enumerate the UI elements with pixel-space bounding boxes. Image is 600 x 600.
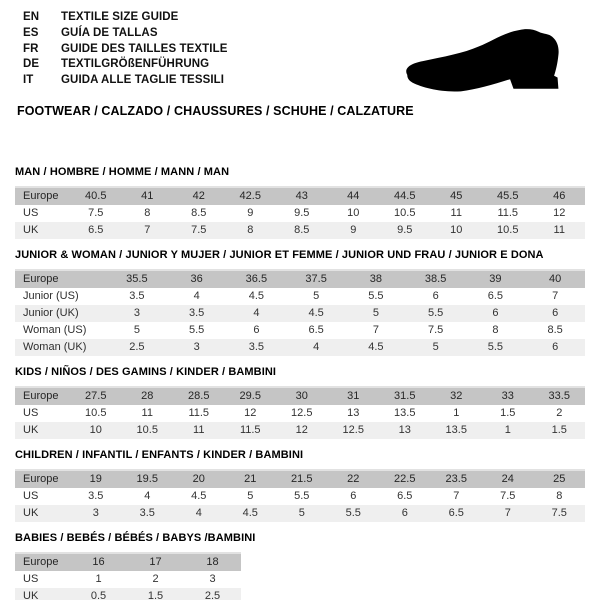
size-cell: 4	[313, 341, 320, 353]
size-cell: 11.5	[497, 207, 519, 219]
size-cell: 11	[553, 224, 565, 236]
size-cell: 6.5	[397, 490, 413, 502]
table-row	[15, 305, 585, 322]
table-row	[15, 187, 585, 205]
size-cell: 9.5	[397, 224, 413, 236]
table-row	[15, 322, 585, 339]
size-cell: 21.5	[291, 473, 313, 485]
language-row	[23, 73, 228, 89]
size-cell: 12.5	[291, 407, 313, 419]
size-cell: 40.5	[85, 190, 107, 202]
size-cell: 45	[450, 190, 463, 202]
size-cell: 5	[298, 507, 305, 519]
size-cell: 0.5	[90, 590, 107, 600]
size-cell: 22	[347, 473, 360, 485]
size-cell: 6	[253, 324, 260, 336]
size-cell: 42.5	[239, 190, 261, 202]
size-cell: 13	[398, 424, 411, 436]
junior-woman-size-table	[15, 269, 585, 356]
size-cell: 19	[89, 473, 102, 485]
language-row	[23, 10, 228, 26]
row-label: UK	[23, 424, 39, 436]
table-row	[15, 588, 241, 600]
size-cell: 13.5	[445, 424, 467, 436]
size-cell: 6	[350, 490, 357, 502]
row-label: Woman (US)	[23, 324, 87, 336]
size-cell: 12	[553, 207, 566, 219]
row-label: Europe	[23, 273, 59, 285]
size-cell: 10.5	[85, 407, 107, 419]
size-cell: 4.5	[248, 290, 265, 302]
size-cell: 1.5	[551, 424, 567, 436]
size-cell: 8	[144, 207, 151, 219]
size-cell: 3.5	[248, 341, 265, 353]
size-cell: 40	[549, 273, 562, 285]
table-row	[15, 405, 585, 422]
size-cell: 22.5	[394, 473, 416, 485]
size-cell: 44.5	[394, 190, 416, 202]
size-cell: 1	[504, 424, 511, 436]
language-code: ES	[23, 26, 39, 39]
size-cell: 10.5	[394, 207, 416, 219]
babies-size-table	[15, 552, 241, 600]
row-label: UK	[23, 507, 39, 519]
section-man	[15, 165, 585, 239]
size-cell: 6.5	[448, 507, 464, 519]
size-cell: 4	[253, 307, 260, 319]
size-cell: 2.5	[204, 590, 221, 600]
size-cell: 3.5	[139, 507, 155, 519]
row-label: Junior (UK)	[23, 307, 79, 319]
size-cell: 9	[247, 207, 254, 219]
kids-size-table	[15, 386, 585, 439]
table-row	[15, 339, 585, 356]
language-row	[23, 26, 228, 42]
row-label: US	[23, 573, 39, 585]
section-title-babies: BABIES / BEBÉS / BÉBÉS / BABYS /BAMBINI	[15, 532, 256, 544]
size-cell: 4	[144, 490, 151, 502]
size-cell: 5.5	[487, 341, 504, 353]
size-cell: 13	[347, 407, 360, 419]
size-cell: 6.5	[487, 290, 504, 302]
size-cell: 18	[206, 556, 219, 568]
size-cell: 10	[89, 424, 102, 436]
size-cell: 1.5	[147, 590, 164, 600]
size-cell: 12	[244, 407, 257, 419]
size-cell: 39	[489, 273, 502, 285]
row-label: Europe	[23, 390, 59, 402]
size-cell: 46	[553, 190, 566, 202]
size-cell: 3	[209, 573, 216, 585]
size-cell: 11.5	[239, 424, 261, 436]
section-babies	[15, 531, 585, 600]
size-cell: 4.5	[308, 307, 324, 319]
size-cell: 12.5	[342, 424, 364, 436]
size-cell: 6	[492, 307, 499, 319]
size-cell: 7.5	[427, 324, 444, 336]
size-cell: 2.5	[129, 341, 145, 353]
size-cell: 6	[552, 341, 559, 353]
language-row	[23, 42, 228, 58]
size-cell: 3.5	[129, 290, 145, 302]
size-cell: 11.5	[188, 407, 210, 419]
size-cell: 5	[432, 341, 439, 353]
table-row	[15, 488, 585, 505]
table-row	[15, 270, 585, 288]
size-cell: 44	[347, 190, 360, 202]
size-cell: 2	[556, 407, 563, 419]
size-cell: 11	[141, 407, 153, 419]
language-code: DE	[23, 58, 40, 71]
table-row	[15, 288, 585, 305]
language-list	[23, 10, 228, 89]
size-cell: 8	[247, 224, 254, 236]
size-cell: 41	[141, 190, 154, 202]
table-row	[15, 553, 241, 571]
size-cell: 32	[450, 390, 463, 402]
size-cell: 29.5	[239, 390, 261, 402]
language-label: GUIDE DES TAILLES TEXTILE	[61, 42, 228, 55]
size-cell: 42	[192, 190, 205, 202]
section-children	[15, 448, 585, 522]
language-label: TEXTILGRÖßENFÜHRUNG	[61, 58, 210, 71]
size-cell: 9.5	[294, 207, 310, 219]
size-cell: 27.5	[85, 390, 107, 402]
size-cell: 10.5	[136, 424, 158, 436]
size-cell: 8.5	[547, 324, 563, 336]
size-cell: 5	[313, 290, 320, 302]
size-cell: 9	[350, 224, 357, 236]
language-code: FR	[23, 42, 39, 55]
size-cell: 11	[450, 207, 462, 219]
row-label: Europe	[23, 473, 59, 485]
section-title-kids: KIDS / NIÑOS / DES GAMINS / KINDER / BAMBINI	[15, 366, 277, 378]
size-cell: 5.5	[188, 324, 205, 336]
size-cell: 25	[553, 473, 566, 485]
row-label: Woman (UK)	[23, 341, 87, 353]
section-junior-woman	[15, 248, 585, 356]
size-cell: 5.5	[368, 290, 384, 302]
size-cell: 31.5	[394, 390, 416, 402]
table-row	[15, 571, 241, 588]
table-row	[15, 387, 585, 405]
size-cell: 6	[552, 307, 559, 319]
size-cell: 8.5	[191, 207, 207, 219]
size-cell: 38	[369, 273, 382, 285]
size-cell: 7	[552, 290, 559, 302]
size-cell: 21	[244, 473, 257, 485]
children-size-table	[15, 469, 585, 522]
size-cell: 7.5	[191, 224, 207, 236]
size-cell: 5.5	[427, 307, 444, 319]
section-title-children: CHILDREN / INFANTIL / ENFANTS / KINDER / BAMBINI	[15, 449, 304, 461]
row-label: UK	[23, 224, 39, 236]
size-cell: 7.5	[551, 507, 567, 519]
row-label: UK	[23, 590, 39, 600]
size-cell: 1	[95, 573, 102, 585]
size-tables	[15, 165, 585, 600]
row-label: Junior (US)	[23, 290, 79, 302]
language-code: IT	[23, 74, 34, 87]
size-cell: 28.5	[188, 390, 210, 402]
section-title-man: MAN / HOMBRE / HOMME / MANN / MAN	[15, 166, 230, 178]
man-size-table	[15, 186, 585, 239]
size-cell: 6.5	[308, 324, 324, 336]
size-cell: 36.5	[245, 273, 268, 285]
size-cell: 3	[133, 307, 140, 319]
size-cell: 3	[92, 507, 99, 519]
size-cell: 5	[372, 307, 379, 319]
size-cell: 7.5	[500, 490, 516, 502]
size-cell: 7.5	[88, 207, 104, 219]
size-cell: 23.5	[445, 473, 467, 485]
size-cell: 12	[295, 424, 308, 436]
size-cell: 8	[556, 490, 563, 502]
size-cell: 4	[195, 507, 202, 519]
size-cell: 7	[372, 324, 379, 336]
table-row	[15, 505, 585, 522]
size-cell: 3.5	[88, 490, 104, 502]
size-cell: 7	[144, 224, 151, 236]
row-label: Europe	[23, 556, 59, 568]
dress-shoe-icon	[390, 20, 580, 116]
table-row	[15, 422, 585, 439]
size-cell: 6	[401, 507, 408, 519]
category-title: FOOTWEAR / CALZADO / CHAUSSURES / SCHUHE / CALZATURE	[17, 104, 414, 118]
size-cell: 33.5	[548, 390, 570, 402]
size-cell: 19.5	[136, 473, 158, 485]
size-cell: 4.5	[368, 341, 384, 353]
size-cell: 5.5	[294, 490, 310, 502]
size-cell: 17	[149, 556, 162, 568]
section-title-junior-woman: JUNIOR & WOMAN / JUNIOR Y MUJER / JUNIOR ET FEMME / JUNIOR UND FRAU / JUNIOR E DONA	[15, 249, 544, 261]
size-cell: 7	[504, 507, 511, 519]
size-cell: 24	[501, 473, 514, 485]
size-cell: 7	[453, 490, 460, 502]
language-row	[23, 57, 228, 73]
size-cell: 38.5	[424, 273, 447, 285]
size-cell: 16	[92, 556, 105, 568]
size-cell: 1	[453, 407, 460, 419]
language-label: GUÍA DE TALLAS	[61, 26, 158, 39]
size-cell: 6	[432, 290, 439, 302]
size-cell: 3	[193, 341, 200, 353]
size-cell: 6.5	[88, 224, 104, 236]
language-code: EN	[23, 11, 40, 23]
size-cell: 43	[295, 190, 308, 202]
size-cell: 1.5	[500, 407, 516, 419]
row-label: US	[23, 490, 39, 502]
row-label: US	[23, 207, 39, 219]
size-cell: 5	[133, 324, 140, 336]
size-cell: 45.5	[497, 190, 519, 202]
section-kids	[15, 365, 585, 439]
size-cell: 5.5	[345, 507, 361, 519]
size-cell: 33	[501, 390, 514, 402]
size-cell: 36	[190, 273, 203, 285]
size-cell: 35.5	[126, 273, 148, 285]
size-cell: 4.5	[242, 507, 258, 519]
size-cell: 3.5	[188, 307, 205, 319]
size-cell: 28	[141, 390, 154, 402]
size-cell: 20	[192, 473, 205, 485]
size-cell: 11	[193, 424, 205, 436]
table-row	[15, 222, 585, 239]
size-cell: 8	[492, 324, 499, 336]
size-cell: 37.5	[305, 273, 327, 285]
size-cell: 13.5	[394, 407, 416, 419]
row-label: US	[23, 407, 39, 419]
size-cell: 10	[347, 207, 360, 219]
size-cell: 4.5	[191, 490, 207, 502]
size-cell: 8.5	[294, 224, 310, 236]
size-cell: 10.5	[497, 224, 519, 236]
size-cell: 5	[247, 490, 254, 502]
language-label: TEXTILE SIZE GUIDE	[61, 11, 179, 23]
size-cell: 2	[152, 573, 159, 585]
size-cell: 31	[347, 390, 360, 402]
language-label: GUIDA ALLE TAGLIE TESSILI	[61, 74, 225, 87]
table-row	[15, 470, 585, 488]
table-row	[15, 205, 585, 222]
row-label: Europe	[23, 190, 59, 202]
size-cell: 30	[295, 390, 308, 402]
size-cell: 4	[193, 290, 200, 302]
size-cell: 10	[450, 224, 463, 236]
